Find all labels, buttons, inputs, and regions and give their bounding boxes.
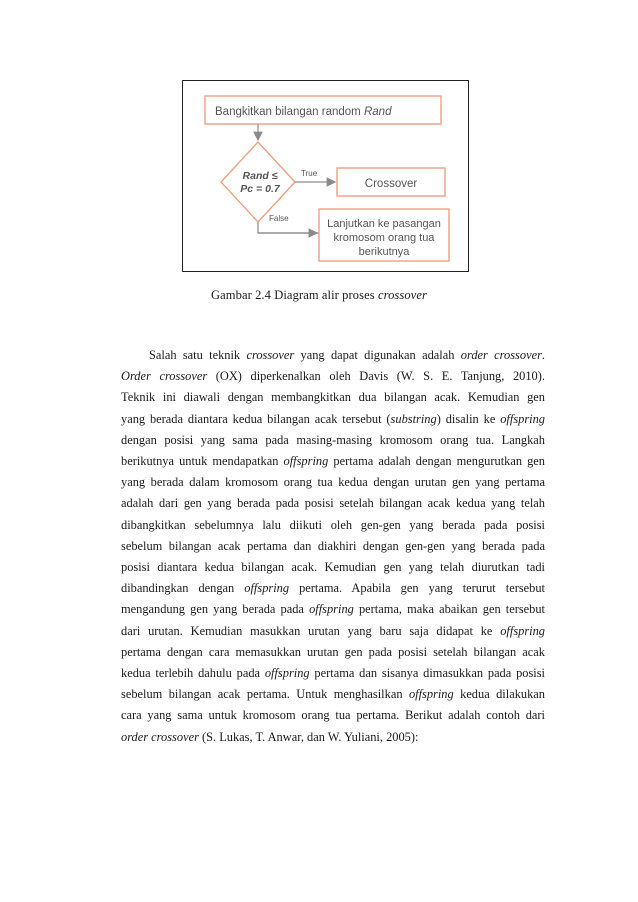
text-run: mengandung gen yang berada pada: [121, 602, 310, 617]
paragraph-line: [121, 430, 545, 451]
text-run: pertama adalah dengan mengurutkan gen: [328, 454, 545, 469]
text-run: (S. Lukas, T. Anwar, dan W. Yuliani, 2005):: [198, 729, 419, 744]
decision-label-line1: Rand ≤: [242, 170, 278, 182]
paragraph-line: [121, 621, 545, 642]
paragraph-line: [121, 684, 545, 705]
paragraph-line: [121, 557, 545, 578]
body-paragraph: [121, 345, 545, 748]
italic-term: offspring: [309, 602, 354, 617]
decision-label-line2: Pc = 0.7: [240, 183, 280, 195]
text-run: sebelum bilangan acak pertama dan diakhiri dengan gen-gen yang berada pada: [121, 538, 545, 553]
text-run: dari urutan. Kemudian masukkan urutan yang baru saja didapat ke: [121, 623, 501, 638]
italic-term: offspring: [244, 581, 290, 596]
text-run: cara yang sama untuk kromosom orang tua pertama. Berikut adalah contoh dari: [121, 708, 545, 723]
paragraph-line: [121, 409, 545, 430]
start-box-label: Bangkitkan bilangan random Rand: [215, 106, 392, 118]
decision-diamond: [221, 142, 295, 222]
text-run: kedua dilakukan: [453, 687, 545, 702]
paragraph-line: [121, 472, 545, 493]
paragraph-line: [121, 642, 545, 663]
paragraph-line: [121, 387, 545, 408]
text-run: pertama, maka abaikan gen tersebut: [353, 602, 545, 617]
caption-text: Gambar 2.4 Diagram alir proses: [211, 288, 378, 302]
paragraph-line: [121, 493, 545, 514]
text-run: Teknik ini diawali dengan membangkitkan dua bilangan acak. Kemudian gen: [121, 390, 545, 405]
text-run: dibandingkan dengan: [121, 581, 245, 596]
next-pair-label-line3: berikutnya: [358, 246, 410, 258]
paragraph-line: [121, 536, 545, 557]
italic-term: offspring: [500, 411, 545, 426]
text-run: .: [541, 348, 546, 362]
arrow-false: [258, 222, 319, 237]
text-run: pertama. Apabila gen yang terurut tersebut: [289, 581, 545, 596]
text-run: pertama dengan cara memasukkan urutan gen pada posisi setelah bilangan acak: [121, 644, 545, 659]
text-run: kedua terlebih dahulu pada: [121, 666, 265, 681]
text-run: dibangkitkan sebelumnya lalu diikuti oleh gen-gen yang berada pada posisi: [121, 517, 545, 532]
flowchart-diagram: [183, 81, 470, 273]
paragraph-line: [121, 727, 545, 748]
italic-term: Order crossover: [121, 369, 208, 384]
paragraph-line: [121, 451, 545, 472]
paragraph-line: [121, 366, 545, 387]
text-run: dengan posisi yang sama pada masing-masing kromosom orang tua. Langkah: [121, 432, 545, 447]
italic-term: offspring: [283, 454, 329, 469]
italic-term: order crossover: [121, 729, 199, 744]
italic-term: offspring: [500, 623, 545, 638]
text-run: berikutnya untuk mendapatkan: [121, 454, 284, 469]
figure-frame: [182, 80, 469, 272]
paragraph-line: [121, 663, 545, 684]
text-run: sebelum bilangan acak pertama. Untuk menghasilkan: [121, 687, 409, 702]
false-label: False: [269, 214, 289, 223]
italic-term: offspring: [264, 666, 310, 681]
paragraph-line: [121, 578, 545, 599]
text-run: pertama dan sisanya dimasukkan pada posisi: [309, 666, 545, 681]
paragraph-line: [121, 515, 545, 536]
text-run: yang berada diantara kedua bilangan acak tersebut (: [121, 411, 391, 426]
text-run: (OX) diperkenalkan oleh Davis (W. S. E. Tanjung, 2010).: [207, 369, 545, 384]
text-run: Salah satu teknik: [149, 348, 247, 362]
text-run: posisi diantara kedua bilangan acak. Kemudian gen yang telah diurutkan tadi: [121, 560, 545, 575]
italic-term: crossover: [246, 348, 295, 362]
italic-term: substring: [390, 411, 437, 426]
crossover-label: Crossover: [364, 178, 418, 190]
next-pair-label-line2: kromosom orang tua: [333, 232, 435, 244]
paragraph-line: [121, 705, 545, 726]
text-run: yang berada dalam kromosom orang tua kedua dengan urutan gen yang pertama: [121, 475, 545, 490]
paragraph-line: [121, 345, 545, 366]
next-pair-label-line1: Lanjutkan ke pasangan: [327, 218, 441, 230]
italic-term: offspring: [408, 687, 454, 702]
caption-italic: crossover: [377, 288, 427, 302]
text-run: ) disalin ke: [436, 411, 501, 426]
text-run: yang dapat digunakan adalah: [294, 348, 461, 362]
italic-term: order crossover: [460, 348, 542, 362]
text-run: adalah dari gen yang berada pada posisi setelah bilangan acak kedua yang telah: [121, 496, 545, 511]
true-label: True: [301, 169, 318, 178]
figure-caption: [0, 288, 638, 303]
paragraph-line: [121, 599, 545, 620]
